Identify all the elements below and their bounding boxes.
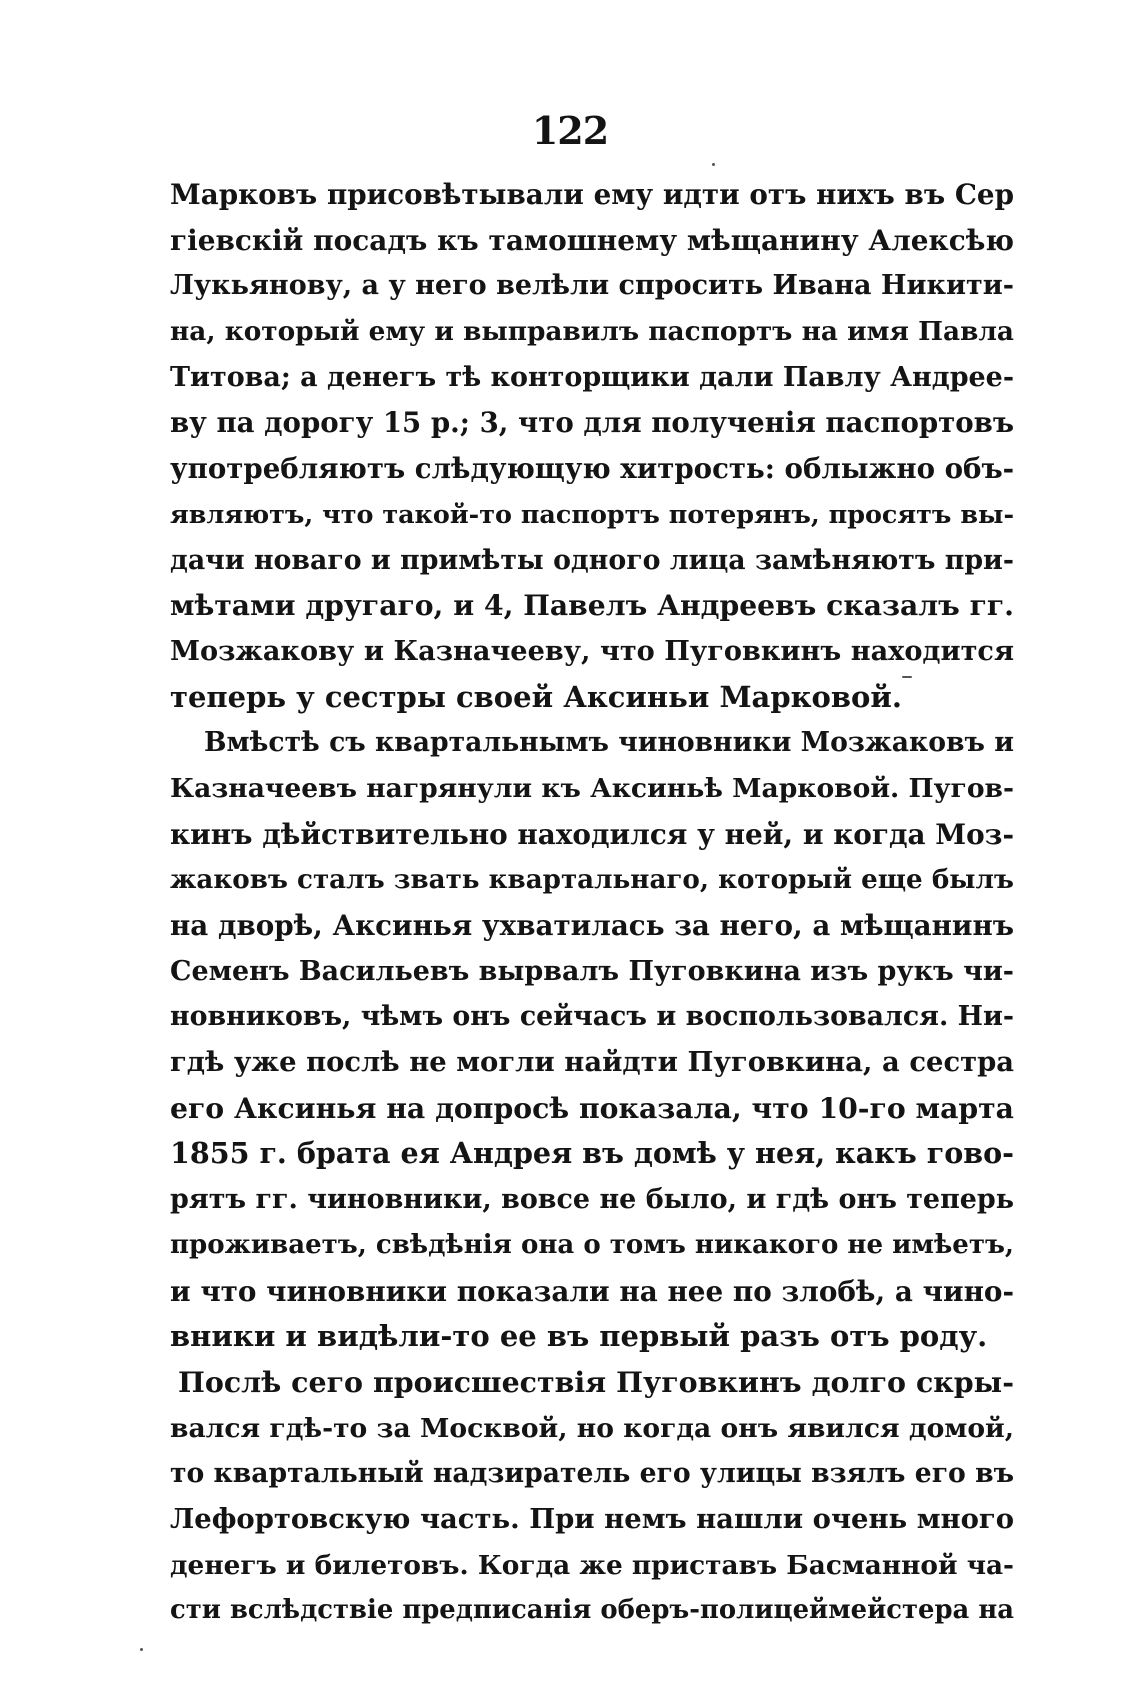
text-line: употребляютъ слѣдующую хитрость: облыжно объ- <box>170 452 1015 486</box>
text-line: его Аксинья на допросѣ показала, что 10-го марта <box>170 1090 1014 1125</box>
text-line: теперь у сестры своей Аксиньи Марковой. <box>170 679 902 714</box>
text-line: Лукьянову, а у него велѣли спросить Ивана Никити- <box>170 270 1014 302</box>
text-line: Вмѣстѣ съ квартальнымъ чиновники Мозжаковъ и <box>204 727 1014 759</box>
text-line: то квартальный надзиратель его улицы взялъ его въ <box>170 1458 1014 1490</box>
text-line: Марковъ присовѣтывали ему идти отъ нихъ въ Сер <box>170 178 1014 211</box>
text-line: гдѣ уже послѣ не могли найдти Пуговкина, а сестра <box>170 1046 1014 1079</box>
text-line: Титова; а денегъ тѣ конторщики дали Павлу Андрее- <box>170 361 1014 393</box>
text-line: дачи новаго и примѣты одного лица замѣняютъ при- <box>170 544 1014 576</box>
text-line: вники и видѣли-то ее въ первый разъ отъ роду. <box>170 1319 988 1354</box>
text-line: и что чиновники показали на нее по злобѣ, а чино- <box>170 1274 1014 1308</box>
text-line: на, который ему и выправилъ паспортъ на имя Павла <box>170 316 1014 348</box>
text-line: денегъ и билетовъ. Когда же приставъ Басманной ча- <box>170 1549 1014 1581</box>
scan-speck <box>902 676 912 678</box>
text-line: являютъ, что такой-то паспортъ потерянъ, просятъ вы- <box>170 498 1014 529</box>
text-line: Семенъ Васильевъ вырвалъ Пуговкина изъ рукъ чи- <box>170 955 1014 987</box>
scan-speck <box>140 1648 143 1651</box>
text-line: сти вслѣдствіе предписанія оберъ-полицеймейстера на <box>170 1595 1014 1626</box>
text-line: 1855 г. брата ея Андрея въ домѣ у нея, какъ гово- <box>170 1136 1014 1171</box>
page-number: 122 <box>531 108 609 153</box>
text-line: Мозжакову и Казначееву, что Пуговкинъ находится <box>170 635 1014 667</box>
text-line: жаковъ сталъ звать квартальнаго, который еще былъ <box>170 864 1014 896</box>
text-line: кинъ дѣйствительно находился у ней, и когда Моз- <box>170 817 1014 851</box>
scan-speck <box>712 163 715 166</box>
text-line: вался гдѣ-то за Москвой, но когда онъ явился домой, <box>170 1412 1014 1444</box>
text-line: новниковъ, чѣмъ онъ сейчасъ и воспользовался. Ни- <box>170 1001 1014 1033</box>
text-line: мѣтами другаго, и 4, Павелъ Андреевъ сказалъ гг. <box>170 589 1014 623</box>
text-line: Послѣ сего происшествія Пуговкинъ долго скры- <box>178 1364 1014 1399</box>
text-line: на дворѣ, Аксинья ухватилась за него, а мѣщанинъ <box>170 909 1015 942</box>
body-text <box>170 172 1014 1634</box>
text-line: проживаетъ, свѣдѣнія она о томъ никакого не имѣетъ, <box>170 1229 1014 1260</box>
text-line: рятъ гг. чиновники, вовсе не было, и гдѣ онъ теперь <box>170 1184 1014 1216</box>
text-line: ву па дорогу 15 р.; 3, что для полученія паспортовъ <box>170 406 1014 440</box>
text-line: Казначеевъ нагрянули къ Аксиньѣ Марковой. Пугов- <box>170 772 1014 804</box>
text-line: гіевскій посадъ къ тамошнему мѣщанину Алексѣю <box>170 223 1014 257</box>
text-line: Лефортовскую часть. При немъ нашли очень много <box>170 1502 1014 1535</box>
